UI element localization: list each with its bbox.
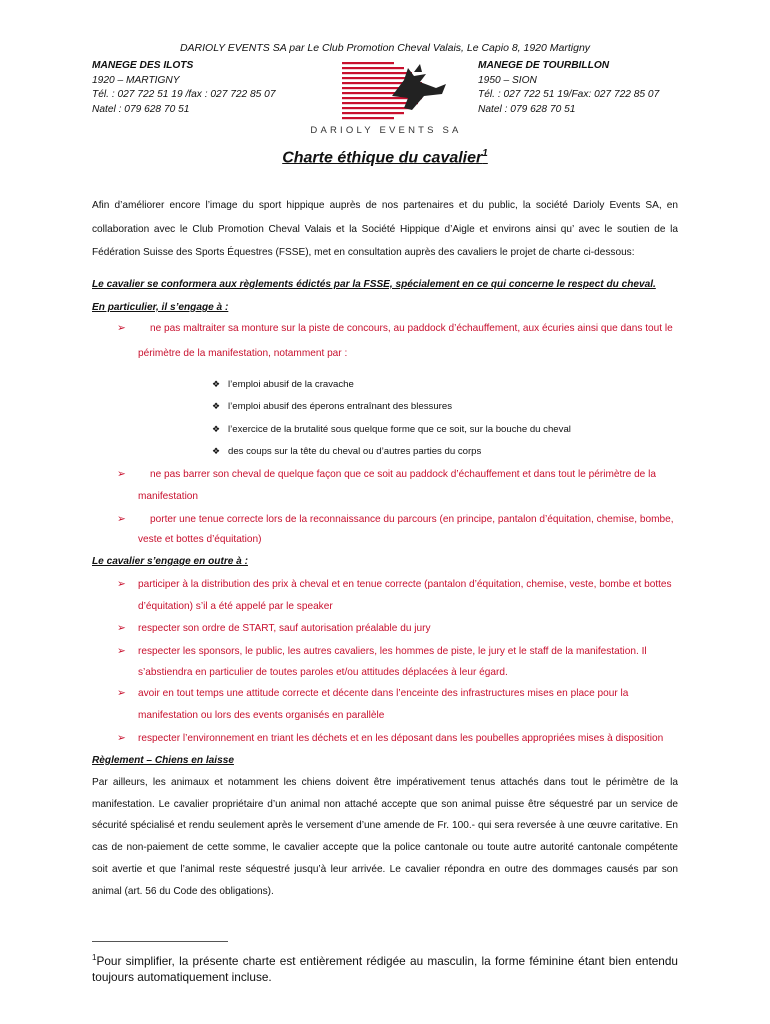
diamond-bullet-icon: ❖ [212,379,221,389]
section1-item-3-line1: porter une tenue correcte lors de la reconnaissance du parcours (en principe, pantalon d’équitation, chemise, bombe, [150,514,674,525]
diamond-bullet-icon: ❖ [212,401,221,411]
section2-item-3-line1: respecter les sponsors, le public, les autres cavaliers, les hommes de piste, le jury et le staff de la manifestation. Il [138,646,647,657]
right-venue-tel: Tél. : 027 722 51 19/Fax: 027 722 85 07 [478,89,660,100]
section1-subheading: En particulier, il s’engage à : [92,302,229,313]
title-text: Charte éthique du cavalier [282,149,483,167]
subitem [212,446,481,457]
left-venue-tel: Tél. : 027 722 51 19 /fax : 027 722 85 07 [92,89,276,100]
section1-item-2-line2: manifestation [138,491,199,502]
header-top-line: DARIOLY EVENTS SA par Le Club Promotion Cheval Valais, Le Capio 8, 1920 Martigny [179,42,591,54]
section2-item-1-line2: d’équitation) s’il a été appelé par le speaker [138,601,333,612]
section1-heading: Le cavalier se conformera aux règlements édictés par la FSSE, spécialement en ce qui concerne le respect du cheval. [92,279,656,290]
arrow-bullet-icon: ➢ [117,513,126,525]
footnote-divider [92,941,228,942]
right-venue-natel: Natel : 079 628 70 51 [478,103,576,115]
section2-item-2-line1: respecter son ordre de START, sauf autorisation préalable du jury [138,623,431,634]
subitem [212,424,571,435]
section1-item-1-line2: périmètre de la manifestation, notamment par : [138,348,348,359]
arrow-bullet-icon: ➢ [117,578,126,590]
left-venue-city: 1920 – MARTIGNY [92,74,180,86]
diamond-bullet-icon: ❖ [212,424,221,434]
right-venue-city: 1950 – SION [478,74,537,86]
left-venue-natel: Natel : 079 628 70 51 [92,103,190,115]
section2-item-3-line2: s’abstiendra en particulier de toutes paroles et/ou attitudes déplacées à leur égard. [138,667,508,678]
arrow-bullet-icon: ➢ [117,468,126,480]
section2-item-1-line1: participer à la distribution des prix à cheval et en tenue correcte (pantalon d’équitation, chemise, veste, bombe et bottes [138,579,672,590]
subitem [212,379,354,390]
section2-heading: Le cavalier s’engage en outre à : [92,556,248,567]
darioly-logo [296,58,476,142]
right-venue-name: MANEGE DE TOURBILLON [478,60,610,71]
document-title [0,148,770,167]
subitem [212,401,452,412]
arrow-bullet-icon: ➢ [117,622,126,634]
section3-heading: Règlement – Chiens en laisse [92,755,234,766]
footnote-text: Pour simplifier, la présente charte est entièrement rédigée au masculin, la forme féminine étant bien entendu toujours automatiquement incluse. [92,953,678,984]
arrow-bullet-icon: ➢ [117,645,126,657]
arrow-bullet-icon: ➢ [117,687,126,699]
header-left-address [92,59,276,117]
arrow-bullet-icon: ➢ [117,732,126,744]
section1-item-2-line1: ne pas barrer son cheval de quelque façon que ce soit au paddock d’échauffement et dans tout le périmètre de la [150,469,656,480]
section1-item-3-line2: veste et bottes d’équitation) [138,534,262,545]
subitem-text: l’emploi abusif de la cravache [228,379,354,390]
subitem-text: des coups sur la tête du cheval ou d’autres parties du corps [228,446,482,457]
logo-wordmark: DARIOLY EVENTS SA [310,125,462,136]
logo-graphic [296,58,476,124]
subitem-text: l’emploi abusif des éperons entraînant des blessures [228,401,452,412]
diamond-bullet-icon: ❖ [212,446,221,456]
section2-item-5-line1: respecter l’environnement en triant les déchets et en les déposant dans les poubelles appropriées mises à disposition [138,733,664,744]
left-venue-name: MANEGE DES ILOTS [92,60,194,71]
header-right-address [478,59,659,117]
footnote [92,950,678,985]
footnote-mark: 1 [92,953,97,962]
subitem-text: l’exercice de la brutalité sous quelque forme que ce soit, sur la bouche du cheval [228,424,571,435]
section3-paragraph: Par ailleurs, les animaux et notamment les chiens doivent être impérativement tenus attachés dans tout le périmètre de la manifestation. Le cavalier propriétaire d’un animal non attaché accepte que son animal puisse être séquestré par un service de sécurité spécialisé et rendu seulement après le versement d’une amende de Fr. 100.- qui sera reversée à une œuvre caritative. En cas de non-paiement de cette somme, le cavalier accepte que la police cantonale ou toute autre autorité cantonale compétente soit avertie et que l’animal reste séquestré jusqu’à leur arrivée. Le cavalier répondra en outre des dommages causés par son animal (art. 56 du Code des obligations). [92,777,678,897]
section2-item-4-line1: avoir en tout temps une attitude correcte et décente dans l’enceinte des infrastructures mises en place pour la [138,688,629,699]
section2-item-4-line2: manifestation ou lors des events organisés en parallèle [138,710,385,721]
title-footnote-mark: 1 [482,148,488,159]
arrow-bullet-icon: ➢ [117,322,126,334]
section1-item-1-line1: ne pas maltraiter sa monture sur la piste de concours, au paddock d’échauffement, aux écuries ainsi que dans tout le [150,323,673,334]
intro-paragraph: Afin d’améliorer encore l’image du sport hippique auprès de nos partenaires et du public, la société Darioly Events SA, en collaboration avec le Club Promotion Cheval Valais et la Société Hippique d’Aigle et environs ainsi qu’ avec le soutien de la Fédération Suisse des Sports Équestres (FSSE), met en consultation auprès des cavaliers le projet de charte ci-dessous: [92,200,678,258]
